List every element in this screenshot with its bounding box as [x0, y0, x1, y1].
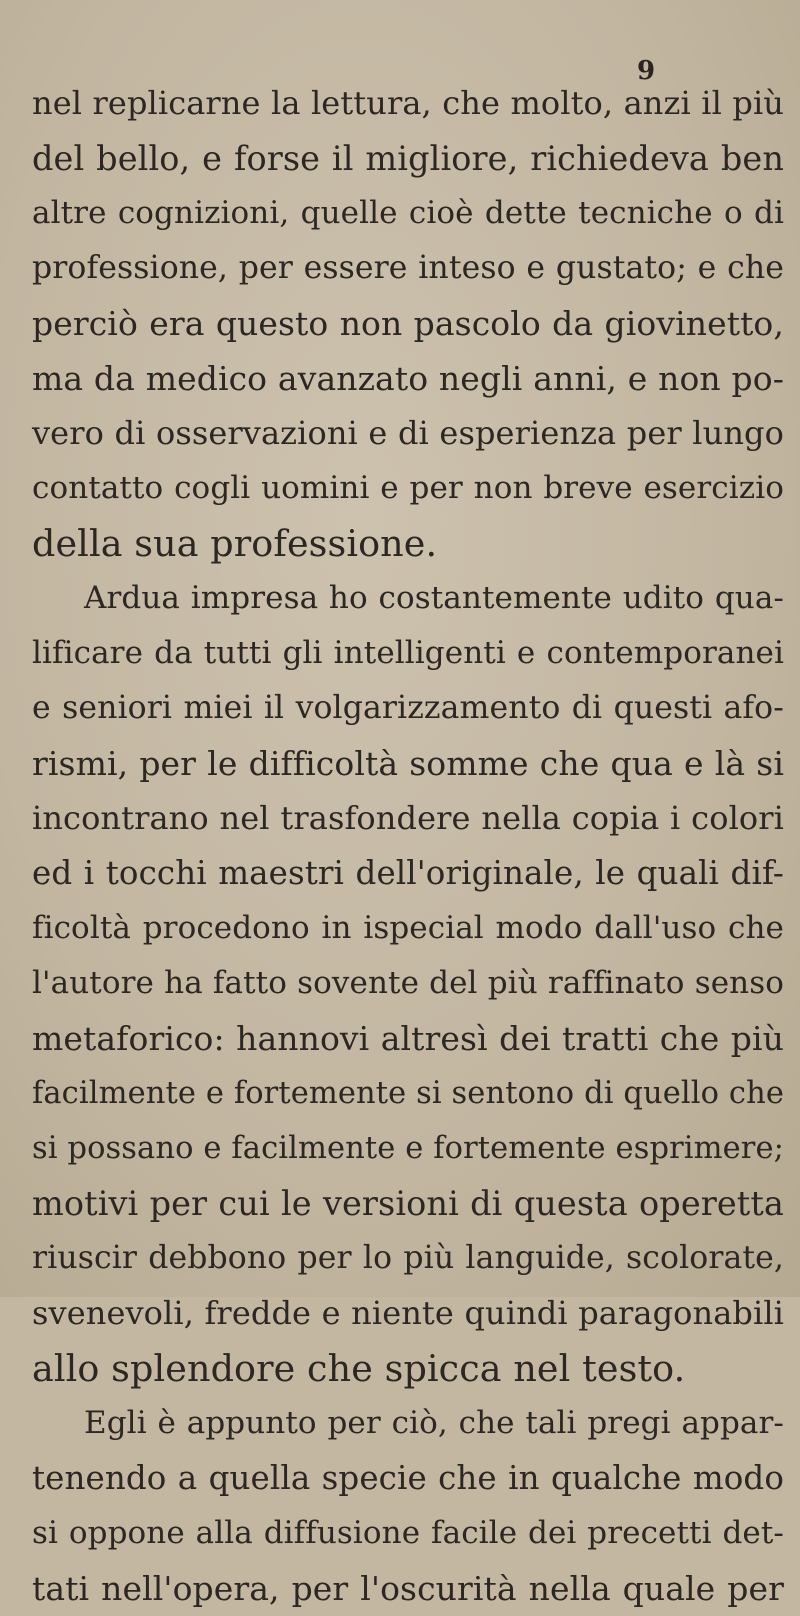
text-line: si oppone alla diffusione facile dei precetti det- — [32, 1515, 784, 1551]
text-line: svenevoli, fredde e niente quindi paragonabili — [32, 1294, 784, 1332]
text-line: della sua professione. — [32, 522, 438, 565]
text-line: vero di osservazioni e di esperienza per lungo — [32, 414, 784, 452]
text-line: tenendo a quella specie che in qualche modo — [32, 1459, 784, 1497]
text-line: rismi, per le difficoltà somme che qua e là si — [32, 744, 784, 783]
text-line: facilmente e fortemente si sentono di quello che — [32, 1076, 784, 1111]
text-line: metaforico: hannovi altresì dei tratti che più — [32, 1019, 784, 1058]
text-line: professione, per essere inteso e gustato; e che — [32, 250, 784, 286]
text-line: ed i tocchi maestri dell'originale, le quali dif- — [32, 854, 784, 892]
text-line: ma da medico avanzato negli anni, e non po- — [32, 359, 784, 398]
text-line: allo splendore che spicca nel testo. — [32, 1347, 686, 1390]
text-line: lificare da tutti gli intelligenti e contemporanei — [32, 635, 784, 671]
text-line: tati nell'opera, per l'oscurità nella quale per — [32, 1569, 784, 1608]
text-line: contatto cogli uomini e per non breve esercizio — [32, 470, 784, 506]
page-number: 9 — [637, 56, 656, 86]
text-line: del bello, e forse il migliore, richiedeva ben — [32, 139, 784, 178]
text-line: nel replicarne la lettura, che molto, anzi il più — [32, 84, 784, 122]
text-line: l'autore ha fatto sovente del più raffinato senso — [32, 965, 784, 1001]
text-line: e seniori miei il volgarizzamento di questi afo- — [32, 690, 784, 726]
paragraph-start-line: Ardua impresa ho costantemente udito qua- — [84, 580, 784, 616]
text-line: si possano e facilmente e fortemente esprimere; — [32, 1131, 784, 1166]
paragraph-start-line: Egli è appunto per ciò, che tali pregi appar- — [84, 1405, 784, 1441]
text-line: incontrano nel trasfondere nella copia i colori — [32, 799, 784, 837]
text-line: perciò era questo non pascolo da giovinetto, — [32, 304, 784, 343]
text-line: riuscir debbono per lo più languide, scolorate, — [32, 1240, 784, 1276]
text-line: altre cognizioni, quelle cioè dette tecniche o di — [32, 195, 784, 231]
text-line: ficoltà procedono in ispecial modo dall'uso che — [32, 910, 784, 946]
text-line: motivi per cui le versioni di questa operetta — [32, 1184, 784, 1223]
body-text — [32, 76, 784, 1616]
